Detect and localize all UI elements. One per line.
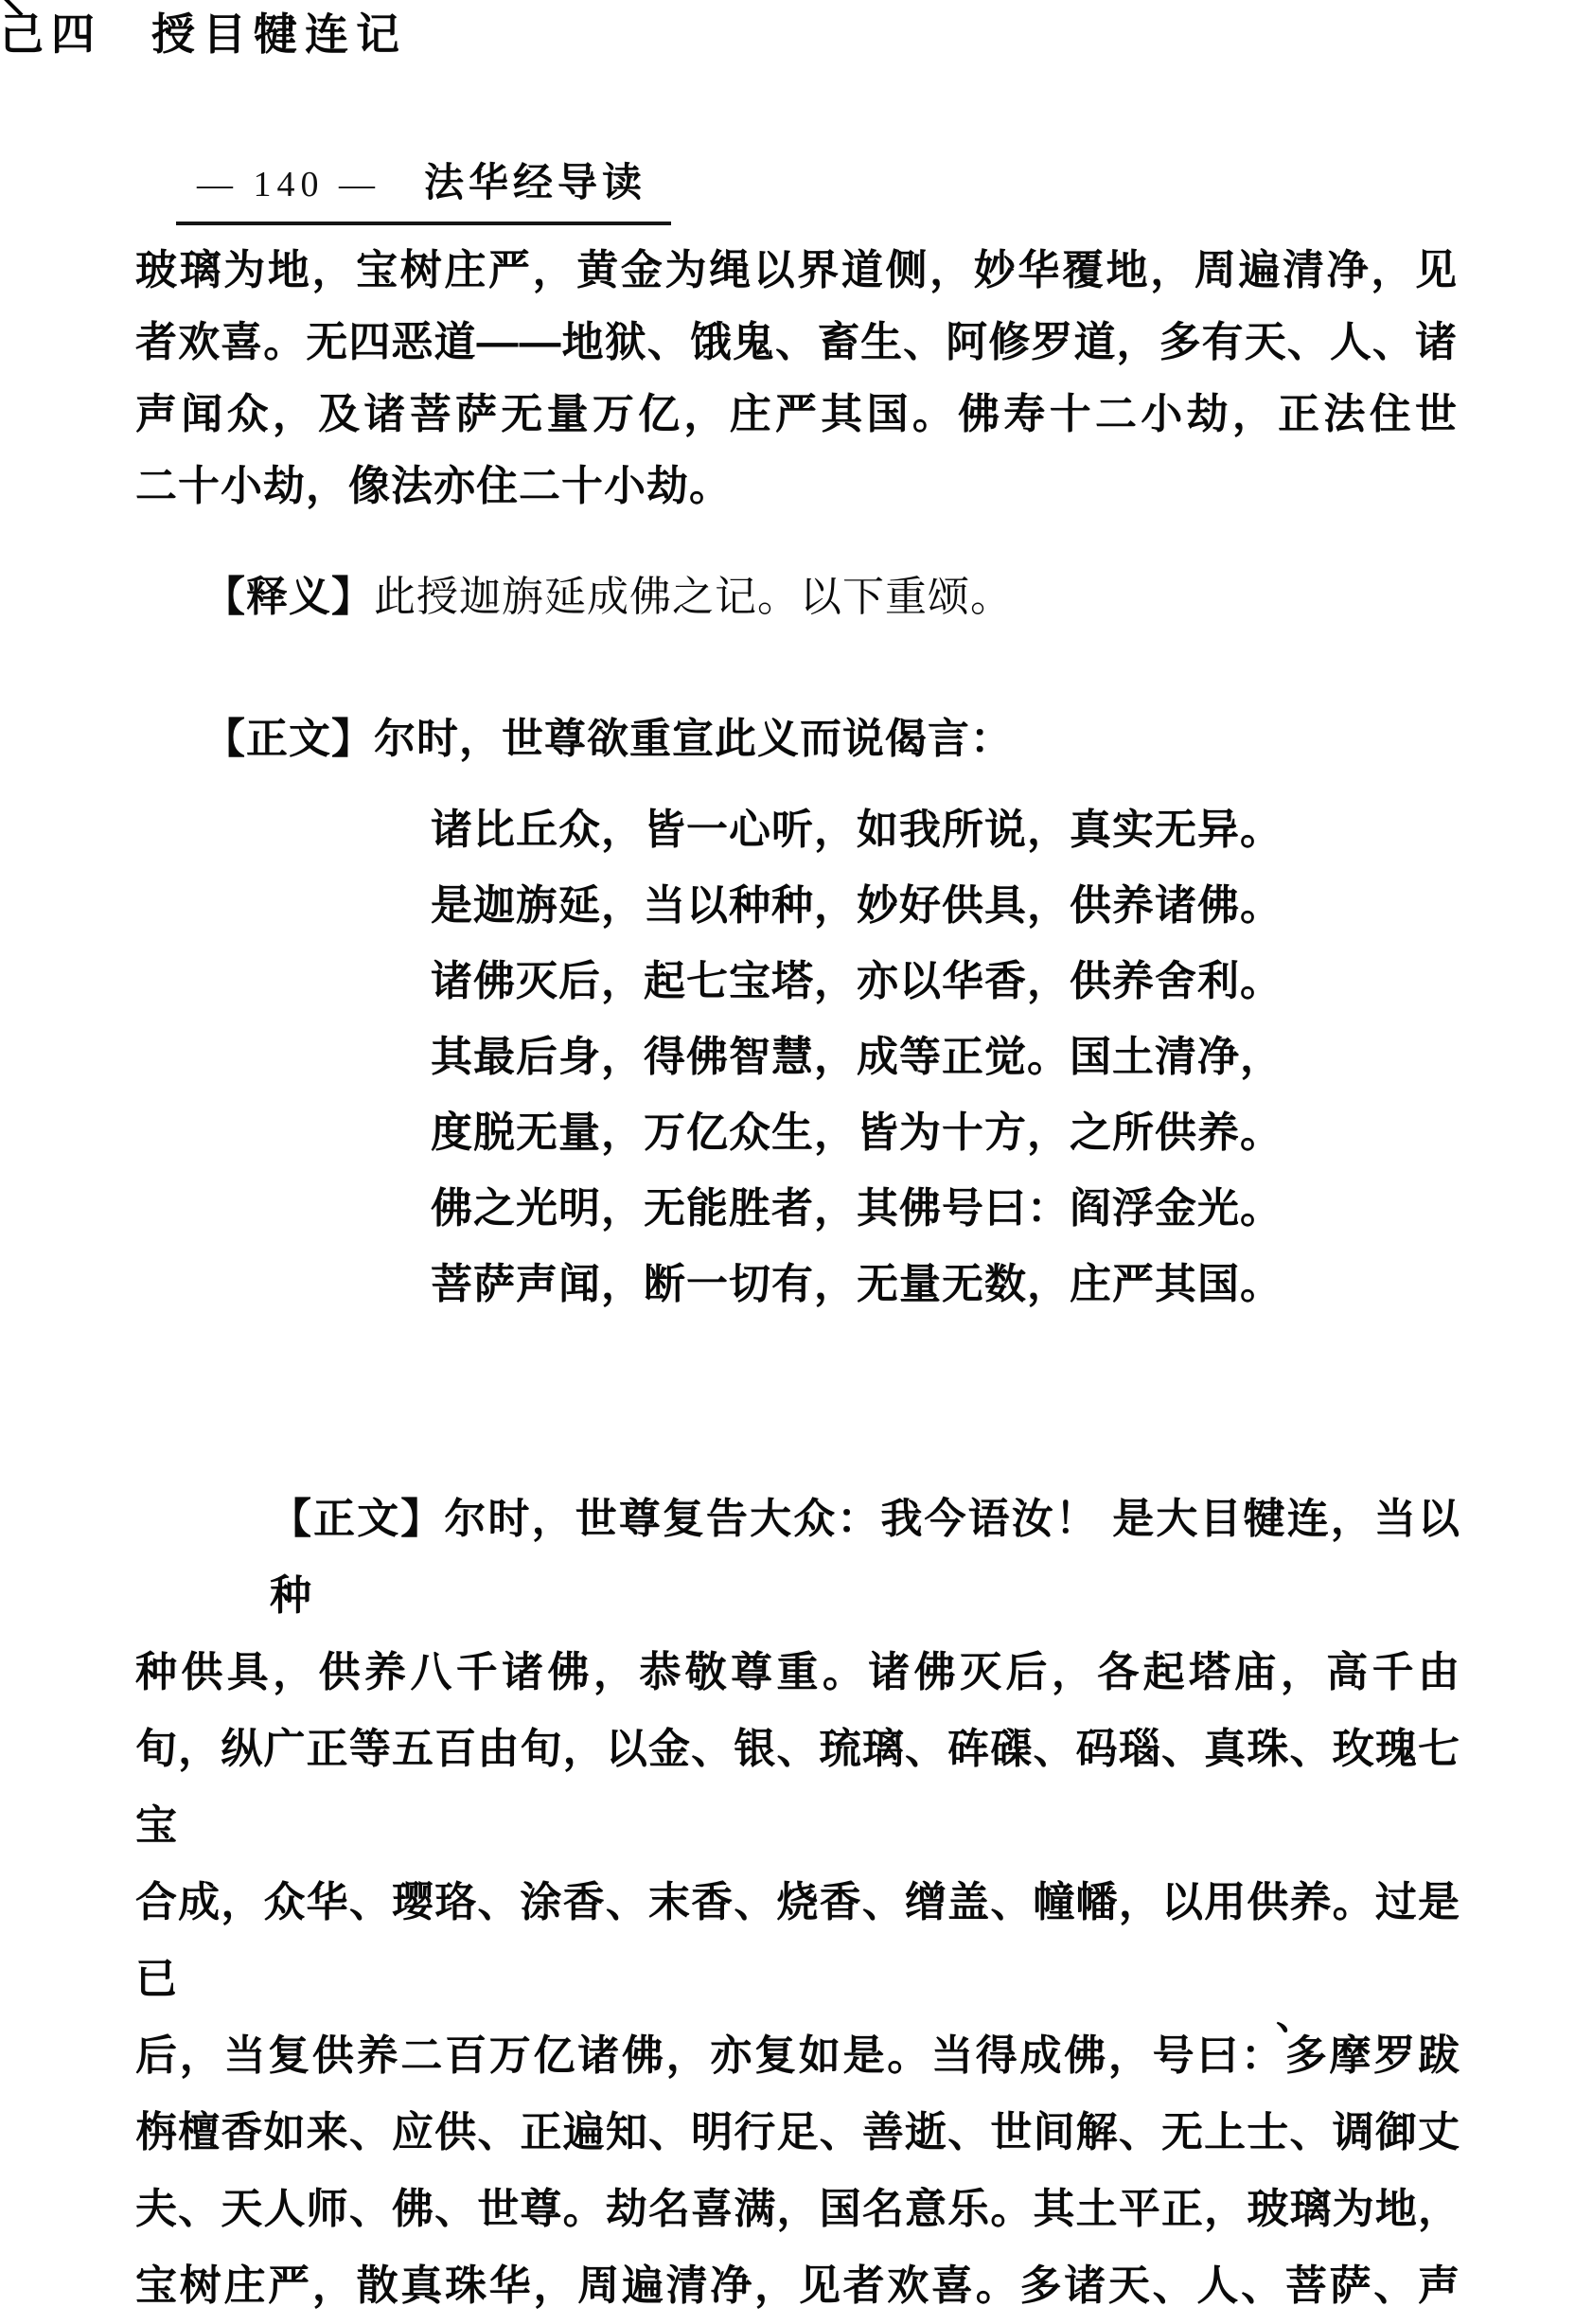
shiyi-text: 此授迦旃延成佛之记。以下重颂。 [374,574,1013,620]
shiyi-label: 【释义】 [204,574,374,620]
text-line: 玻璃为地，宝树庄严，黄金为绳以界道侧，妙华覆地，周遍清净，见 [135,247,1458,293]
verse-intro-text: 尔时，世尊欲重宣此义而说偈言： [374,716,1013,762]
text-line [135,1481,1460,1634]
verse-line: 菩萨声闻，断一切有，无量无数，庄严其国。 [431,1261,1283,1307]
page-number: — 140 — [197,165,380,204]
verse-line: 是迦旃延，当以种种，妙好供具，供养诸佛。 [431,882,1283,929]
text-line: 者欢喜。无四恶道——地狱、饿鬼、畜生、阿修罗道，多有天、人、诸 [135,319,1458,365]
text-line: 合成，众华、璎珞、涂香、末香、烧香、缯盖、幢幡，以用供养。过是已 [135,1879,1460,2002]
mulian-paragraph [135,1481,1460,2324]
book-title: 法华经导读 [424,162,647,205]
text-line: 二十小劫，像法亦住二十小劫。 [135,463,732,509]
text-line: 种供具，供养八千诸佛，恭敬尊重。诸佛灭后，各起塔庙，高千由 [135,1649,1460,1695]
text-line: 后，当复供养二百万亿诸佛，亦复如是。当得成佛，号曰：多摩罗跋 [135,2032,1460,2079]
verse-line: 其最后身，得佛智慧，成等正觉。国土清净， [431,1034,1283,1080]
text-line: 栴檀香如来、应供、正遍知、明行足、善逝、世间解、无上士、调御丈 [135,2109,1460,2155]
text-line: 声闻众，及诸菩萨无量万亿，庄严其国。佛寿十二小劫，正法住世 [135,391,1458,437]
verse-block [431,792,1283,1322]
text-line: 宝树庄严，散真珠华，周遍清净，见者欢喜。多诸天、人、菩萨、声 [135,2262,1460,2309]
verse-line: 诸佛灭后，起七宝塔，亦以华香，供养舍利。 [431,958,1283,1004]
verse-line: 诸比丘众，皆一心听，如我所说，真实无异。 [431,807,1283,853]
text-line [135,704,1458,765]
mulian-first-line-text: 尔时，世尊复告大众：我今语汝！ 是大目犍连，当以种 [270,1496,1461,1619]
verse-line: 度脱无量，万亿众生，皆为十方，之所供养。 [431,1109,1283,1156]
text-line [135,562,1458,623]
section-heading [0,0,1575,62]
zhengwen-label: 【正文】 [270,1496,445,1542]
text-line: 夫、天人师、佛、世尊。劫名喜满，国名意乐。其土平正，玻璃为地， [135,2186,1460,2232]
verse-intro-paragraph [135,704,1458,765]
section-number: 己四 [0,9,102,59]
page-header [176,151,671,225]
text-line: 旬，纵广正等五百由旬，以金、银、琉璃、砗磲、码瑙、真珠、玫瑰七宝 [135,1726,1460,1849]
opening-paragraph [135,235,1458,523]
verse-line: 佛之光明，无能胜者，其佛号曰：阎浮金光。 [431,1185,1283,1232]
section-title: 授目犍连记 [151,9,407,59]
scan-artifact-stray-mark: 、 [1276,1996,1314,2037]
shiyi-paragraph [135,562,1458,623]
zhengwen-label: 【正文】 [204,716,374,762]
